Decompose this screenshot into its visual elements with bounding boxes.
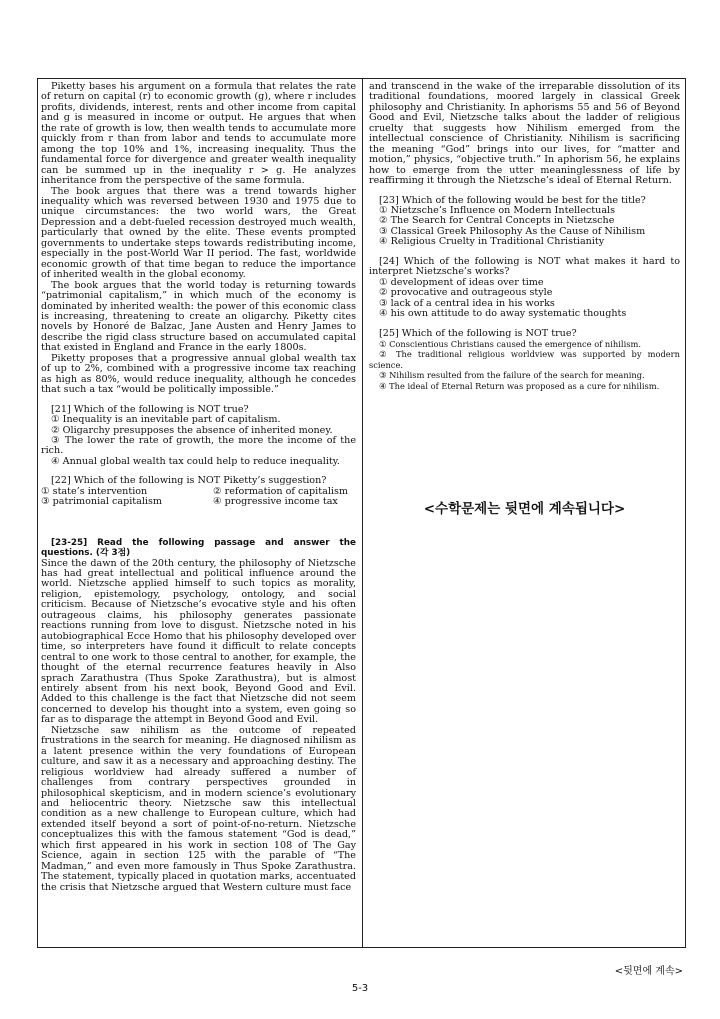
- question-24-option-2: ② provocative and outrageous style: [379, 287, 553, 299]
- passage1-paragraph: The book argues that the world today is returning towards “patrimonial capitalism,” in which much of the economy is dominated by inherited wealth: the power of this economic class is increasing, threatening to create an oligarchy. Piketty cites novels by Honoré de Balzac, Jane Austen and Henry James to describe the rigid class structure based on accumulated capital that existed in England and France in the early 1800s.: [41, 279, 356, 354]
- question-23-option-2: ② The Search for Central Concepts in Nietzsche: [379, 215, 615, 227]
- question-24-option-1: ① development of ideas over time: [379, 276, 544, 288]
- question-24-stem: [24] Which of the following is NOT what makes it hard to interpret Nietzsche’s works?: [369, 255, 680, 278]
- question-21-option-3: ③ The lower the rate of growth, the more the income of the rich.: [41, 434, 356, 457]
- question-22-option-3: ③ patrimonial capitalism: [41, 496, 163, 508]
- question-22-stem: [22] Which of the following is NOT Piketty’s suggestion?: [51, 475, 327, 487]
- question-25-option-4: ④ The ideal of Eternal Return was proposed as a cure for nihilism.: [379, 380, 660, 391]
- question-21-stem: [21] Which of the following is NOT true?: [51, 403, 249, 415]
- page-number: 5-3: [351, 983, 369, 994]
- question-25-option-3: ③ Nihilism resulted from the failure of the search for meaning.: [379, 370, 645, 381]
- question-22: [41, 476, 356, 507]
- instruction-23-25: [23-25] Read the following passage and answer the questions. (각 3점): [41, 537, 356, 559]
- question-24-option-4: ④ his own attitude to do away systematic thoughts: [379, 308, 627, 320]
- right-column: [369, 82, 680, 391]
- question-24-option-3: ③ lack of a central idea in his works: [379, 297, 555, 309]
- passage2-paragraph: Nietzsche saw nihilism as the outcome of repeated frustrations in the search for meaning. He diagnosed nihilism as a latent presence within the very foundations of European culture, and saw it as a necessary and approaching destiny. The religious worldview had already suffered a number of challenges from contrary perspectives grounded in philosophical skepticism, and in modern science’s evolutionary and heliocentric theory. Nietzsche saw this intellectual condition as a new challenge to European culture, which had extended itself beyond a sort of point-of-no-return. Nietzsche conceptualizes this with the famous statement “God is dead,” which first appeared in his work in section 108 of The Gay Science, again in section 125 with the parable of “The Madman,” and even more famously in Thus Spoke Zarathustra. The statement, typically placed in quotation marks, accentuated the crisis that Nietzsche argued that Western culture must face: [41, 724, 356, 893]
- question-23-option-4: ④ Religious Cruelty in Traditional Christianity: [379, 236, 605, 248]
- question-22-option-2: ② reformation of capitalism: [213, 485, 348, 497]
- question-25-option-2: ② The traditional religious worldview was supported by modern science.: [369, 349, 680, 370]
- question-21-option-1: ① Inequality is an inevitable part of capitalism.: [51, 414, 281, 426]
- question-22-option-4: ④ progressive income tax: [213, 496, 338, 508]
- question-25-stem: [25] Which of the following is NOT true?: [379, 327, 577, 339]
- question-23-stem: [23] Which of the following would be best for the title?: [379, 194, 646, 206]
- question-22-options: [41, 487, 356, 508]
- spacer: [41, 508, 356, 538]
- continued-notice: <수학문제는 뒷면에 계속됩니다>: [423, 501, 626, 517]
- question-23-option-3: ③ Classical Greek Philosophy As the Cause of Nihilism: [379, 225, 646, 237]
- passage1-paragraph: The book argues that there was a trend towards higher inequality which was reversed between 1930 and 1975 due to unique circumstances: the two world wars, the Great Depression and a debt-fueled recession destroyed much wealth, particularly that owned by the elite. These events prompted governments to undertake steps towards redistributing income, especially in the post-World War II period. The fast, worldwide economic growth of that time began to reduce the importance of inherited wealth in the global economy.: [41, 185, 356, 281]
- question-23-option-1: ① Nietzsche’s Influence on Modern Intellectuals: [379, 204, 616, 216]
- footer-continued: <뒷면에 계속>: [614, 966, 683, 977]
- left-column: [41, 82, 356, 893]
- question-25: [369, 329, 680, 392]
- question-21-option-4: ④ Annual global wealth tax could help to reduce inequality.: [51, 455, 340, 467]
- passage2-paragraph: Since the dawn of the 20th century, the philosophy of Nietzsche has had great intellectual and political influence around the world. Nietzsche applied himself to such topics as morality, religion, epistemology, psychology, ontology, and social criticism. Because of Nietzsche’s evocative style and his often outrageous claims, his philosophy generates passionate reactions running from love to disgust. Nietzsche noted in his autobiographical Ecce Homo that his philosophy developed over time, so interpreters have found it difficult to relate concepts central to one work to those central to another, for example, the thought of the eternal recurrence features heavily in Also sprach Zarathustra (Thus Spoke Zarathustra), but is almost entirely absent from his next book, Beyond Good and Evil. Added to this challenge is the fact that Nietzsche did not seem concerned to develop his thought into a system, even going so far as to disparage the attempt in Beyond Good and Evil.: [41, 557, 356, 726]
- question-23: [369, 196, 680, 248]
- passage1-paragraph: Piketty proposes that a progressive annual global wealth tax of up to 2%, combined with a progressive income tax reaching as high as 80%, would reduce inequality, although he concedes that such a tax “would be politically impossible.”: [41, 352, 356, 396]
- passage2-continuation: and transcend in the wake of the irreparable dissolution of its traditional foundations, moored largely in classical Greek philosophy and Christianity. In aphorisms 55 and 56 of Beyond Good and Evil, Nietzsche talks about the ladder of religious cruelty that suggests how Nihilism emerged from the intellectual conscience of Christianity. Nihilism is sacrificing the meaning “God” brings into our lives, for “matter and motion,” physics, “objective truth.” In aphorism 56, he explains how to emerge from the utter meaninglessness of life by reaffirming it through the Nietzsche’s ideal of Eternal Return.: [369, 81, 680, 187]
- passage1-paragraph: Piketty bases his argument on a formula that relates the rate of return on capital (r) to economic growth (g), where r includes profits, dividends, interest, rents and other income from capital and g is measured in income or output. He argues that when the rate of growth is low, then wealth tends to accumulate more quickly from r than from labor and tends to accumulate more among the top 10% and 1%, increasing inequality. Thus the fundamental force for divergence and greater wealth inequality can be summed up in the inequality r > g. He analyzes inheritance from the perspective of the same formula.: [41, 81, 356, 187]
- question-21-option-2: ② Oligarchy presupposes the absence of inherited money.: [51, 424, 333, 436]
- question-21: [41, 405, 356, 468]
- question-24: [369, 257, 680, 320]
- question-25-option-1: ① Conscientious Christians caused the emergence of nihilism.: [379, 338, 641, 349]
- question-22-option-1: ① state’s intervention: [41, 485, 148, 497]
